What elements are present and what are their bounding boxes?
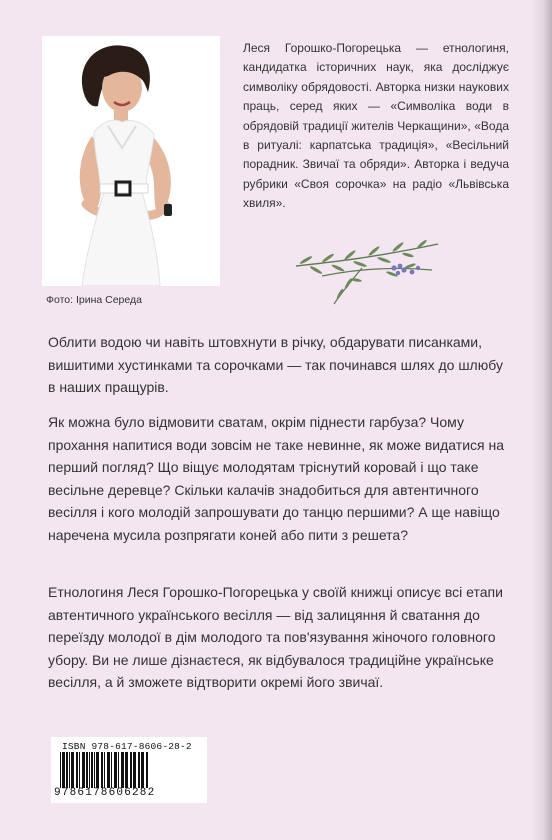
barcode-bar [82,752,85,788]
author-portrait-image [42,36,220,286]
barcode-bar [69,752,70,788]
isbn-label: ISBN 978-617-8606-28-2 [62,741,192,752]
author-bio: Леся Горошко-Погорецька — етнологиня, кандидатка історичних наук, яка досліджує символіку обрядовості. Авторка низки наукових праць, серед яких — «Символіка води в обрядовій традиції жителів Черкащини», «Вода в ритуалі: карпатська традиція», «Весільний порадник. Звичаї та обряди». Авторка і ведуча рубрики «Своя сорочка» на радіо «Львівська хвиля». [243,41,509,211]
barcode-bar [141,752,144,788]
barcode-bar [118,752,119,788]
isbn-barcode [51,737,207,803]
barcode-number: 9786178606282 [54,787,156,799]
barcode-bar [130,752,132,788]
barcode-bars [60,752,198,788]
barcode-bar [66,752,68,788]
barcode-bar [86,752,88,788]
barcode-bar [125,752,128,788]
barcode-bar [62,752,65,788]
barcode-bar [121,752,124,788]
questions-paragraph: Як можна було відмовити сватам, окрім піднести гарбуза? Чому прохання напитися води зовсім не таке невинне, як може видатися на перший погляд? Що віщує молодятам тріснутий коровай і що таке весільне деревце? Скільки калачів знадобиться для автентичного весілля і кого молодій запрошувати до танцю першими? А ще навіщо наречена мусила розпрягати коней або пити з решета? [48,414,504,543]
rosemary-sprig-illustration [292,236,442,308]
barcode-bar [94,752,95,788]
barcode-bar [146,752,148,788]
barcode-bar [79,752,80,788]
barcode-bar [89,752,90,788]
barcode-bar [114,752,117,788]
summary-paragraph: Етнологиня Леся Горошко-Погорецька у своїй книжці описує всі етапи автентичного українського весілля — від залицяння й сватання до переїзду молодої в дім молодого та пов'язування жіночого головного убору. Ви не лише дізнаєтеся, як відбувалося традиційне українське весілля, а й зможете відтворити окремі його звичаї. [48,584,503,690]
author-photo [42,36,220,286]
barcode-bar [76,752,78,788]
photo-credit: Фото: Ірина Середа [46,294,142,306]
barcode-bar [91,752,93,788]
barcode-bar [138,752,140,788]
barcode-bar [71,752,74,788]
barcode-bar [60,752,61,788]
barcode-bar [107,752,110,788]
spine-shadow [530,0,552,840]
barcode-bar [133,752,136,788]
barcode-bar [111,752,112,788]
intro-paragraph: Облити водою чи навіть штовхнути в річку, обдарувати писанками, вишитими хустинками та сорочками — так починався шлях до шлюбу в наших пращурів. [48,334,503,395]
barcode-bar [104,752,105,788]
barcode-bar [96,752,99,788]
barcode-bar [101,752,103,788]
